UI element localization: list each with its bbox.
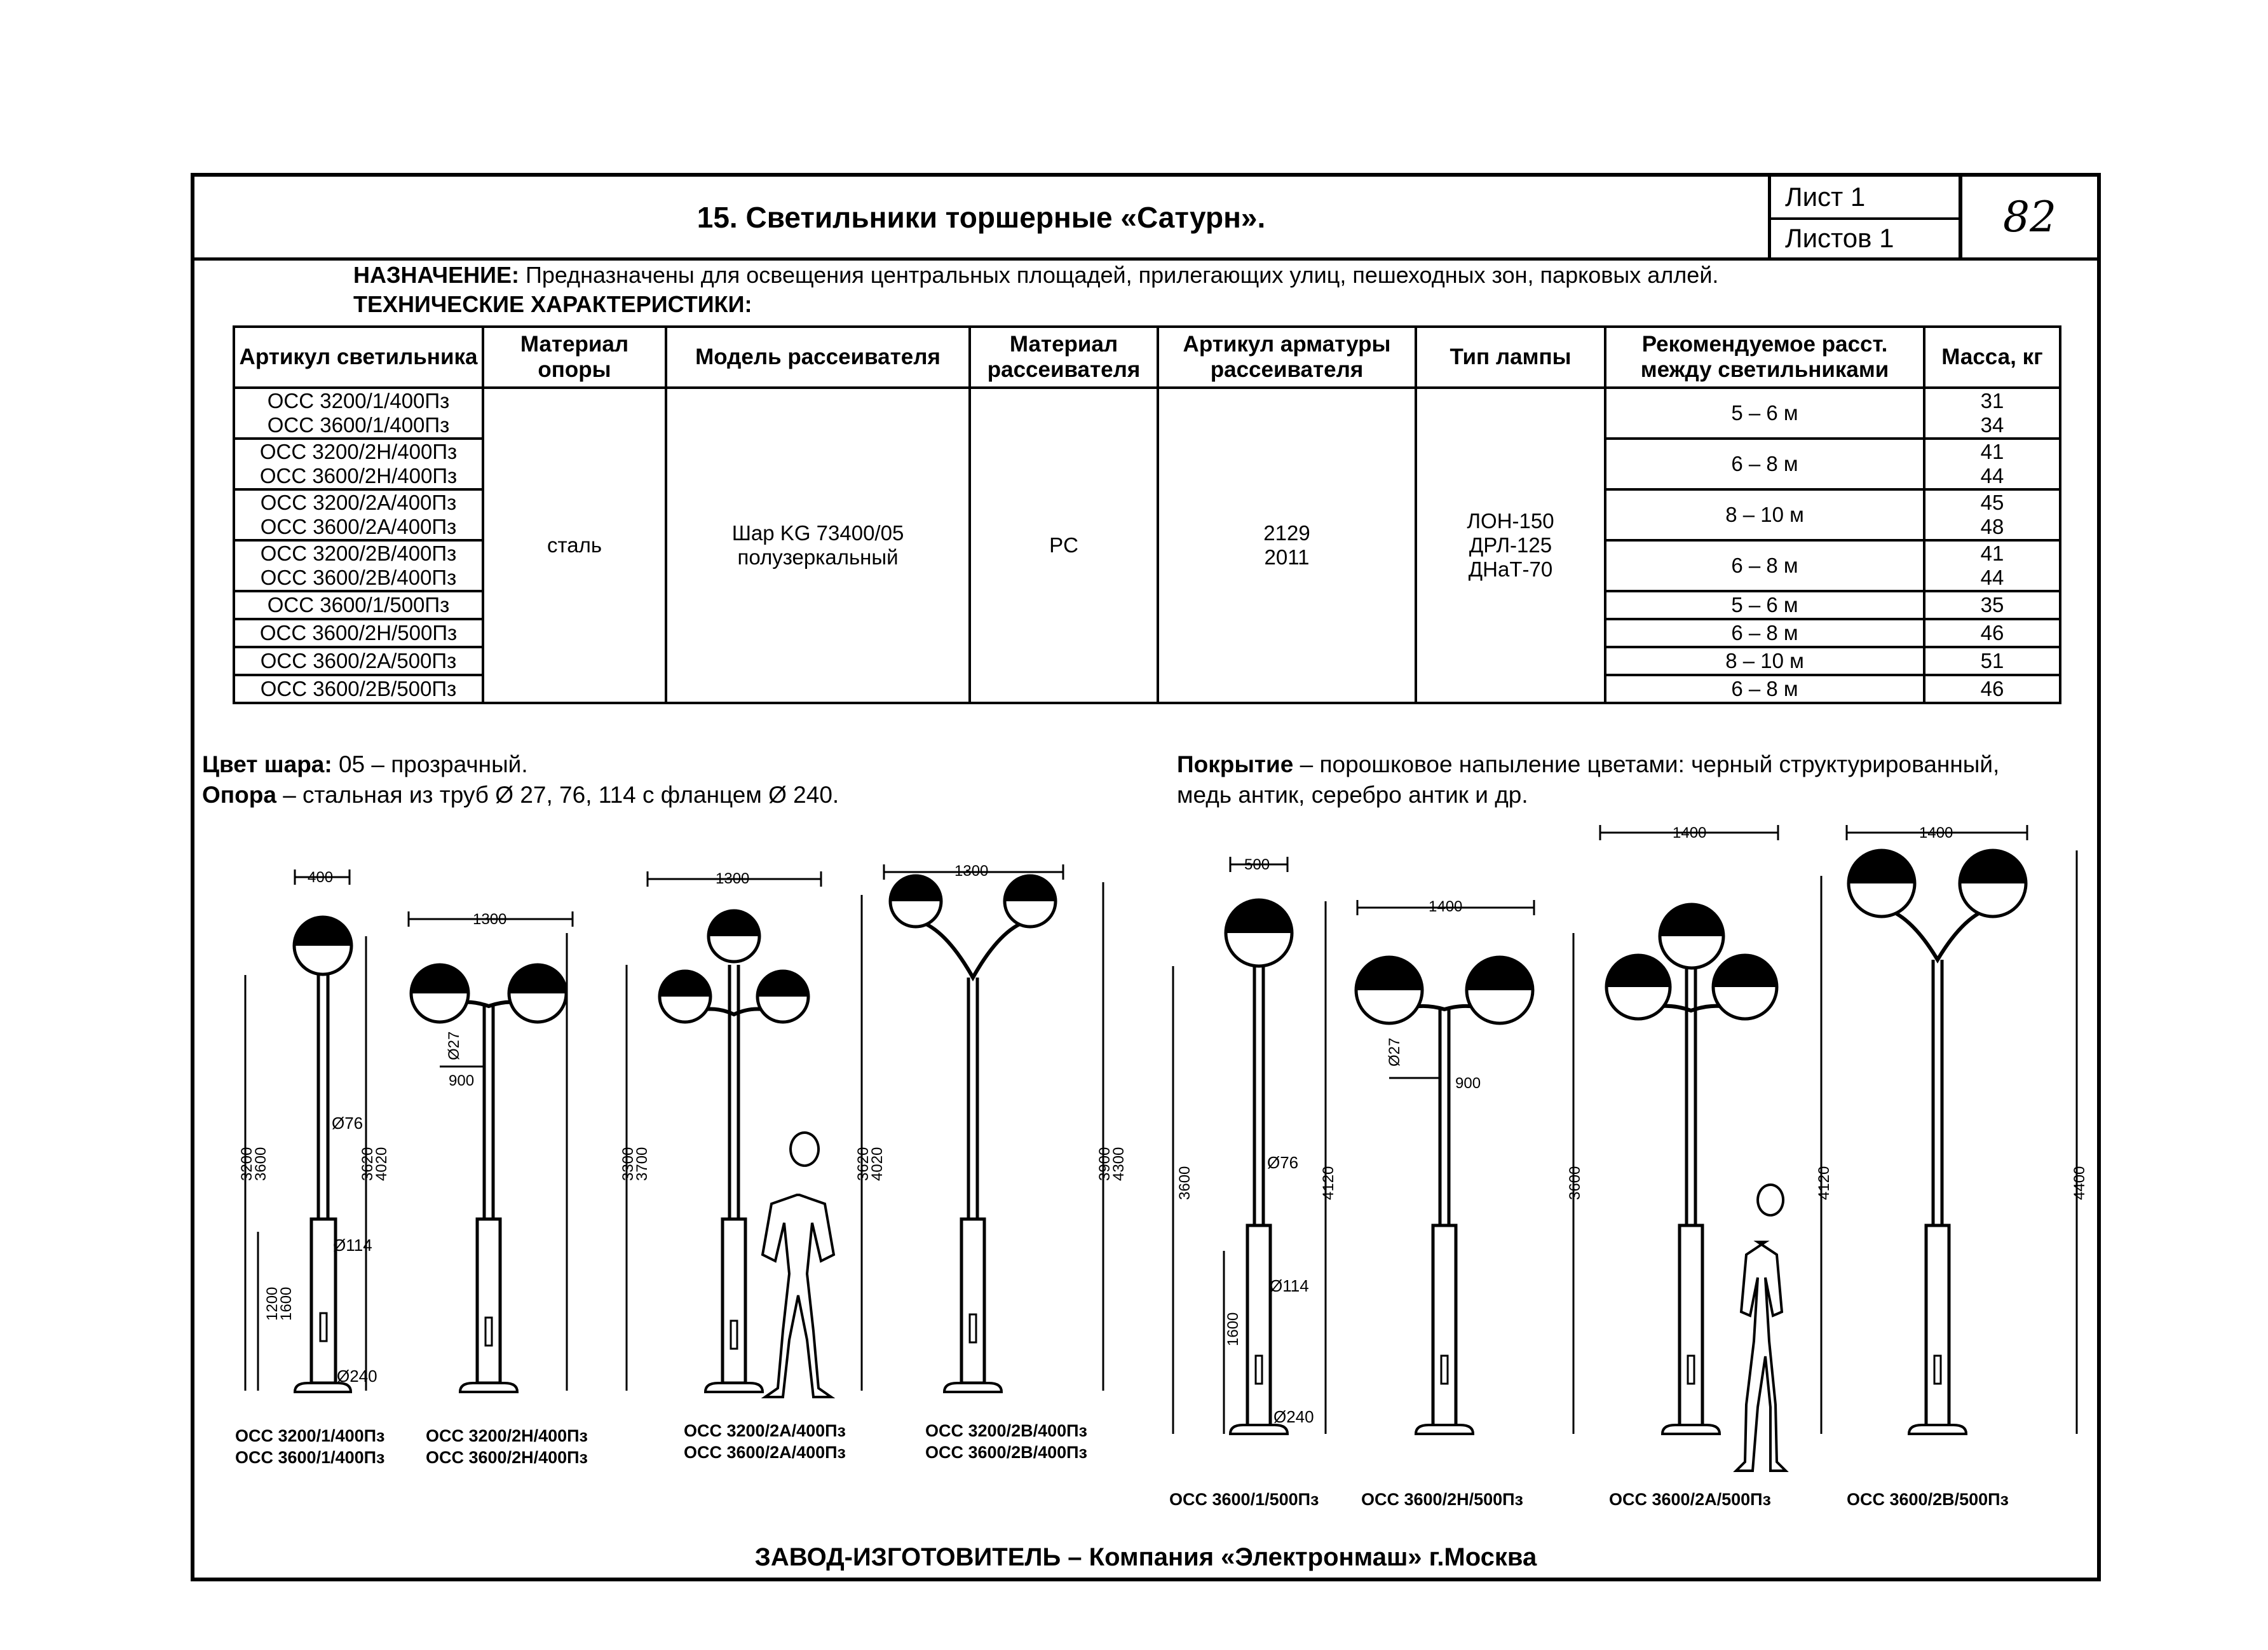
- col-header-distance: Рекомендуемое расст. между светильниками: [1605, 327, 1924, 388]
- article-cell: ОСС 3200/2А/400Пз ОСС 3600/2А/400Пз: [234, 489, 483, 540]
- coating-note: Покрытие – порошковое напыление цветами: черный структурированный,: [1177, 751, 2000, 777]
- distance-cell: 6 – 8 м: [1605, 540, 1924, 591]
- mass-cell: 41 44: [1924, 540, 2060, 591]
- article-cell: ОСС 3600/2Н/500Пз: [234, 619, 483, 647]
- svg-text:1300: 1300: [954, 862, 989, 880]
- distance-cell: 6 – 8 м: [1605, 619, 1924, 647]
- col-header-mass: Масса, кг: [1924, 327, 2060, 388]
- svg-text:3600: 3600: [252, 1147, 269, 1181]
- sheets-total-label: Листов 1: [1771, 217, 1959, 258]
- svg-text:900: 900: [1455, 1075, 1481, 1092]
- distance-cell: 6 – 8 м: [1605, 439, 1924, 489]
- mass-cell: 41 44: [1924, 439, 2060, 489]
- col-header-diffuser-material: Материал рассеивателя: [970, 327, 1158, 388]
- ball-color-note: Цвет шара: 05 – прозрачный.: [202, 751, 528, 777]
- svg-text:1400: 1400: [1919, 824, 1953, 842]
- article-cell: ОСС 3200/2Н/400Пз ОСС 3600/2Н/400Пз: [234, 439, 483, 489]
- article-cell: ОСС 3600/2В/500Пз: [234, 675, 483, 703]
- lamp-caption: ОСС 3600/1/400Пз: [235, 1448, 385, 1467]
- lamp-drawing-8: [1847, 824, 2088, 1509]
- col-header-diffuser-model: Модель рассеивателя: [666, 327, 970, 388]
- svg-text:Ø76: Ø76: [1267, 1153, 1299, 1172]
- svg-text:1400: 1400: [1429, 898, 1463, 915]
- lamp-caption: ОСС 3600/2Н/400Пз: [426, 1448, 588, 1467]
- svg-text:3600: 3600: [1176, 1166, 1193, 1200]
- lamp-drawing-7: [1600, 824, 1833, 1509]
- distance-cell: 8 – 10 м: [1605, 489, 1924, 540]
- mass-cell: 35: [1924, 591, 2060, 619]
- lamp-caption: ОСС 3600/2Н/500Пз: [1361, 1490, 1523, 1509]
- lamp-caption: ОСС 3600/2В/500Пз: [1847, 1490, 2009, 1509]
- svg-text:3600: 3600: [1566, 1166, 1584, 1200]
- lamp-drawing-4: [884, 862, 1127, 1462]
- lamp-drawing-5: [1169, 856, 1337, 1509]
- diffuser-model-cell: Шар KG 73400/05 полузеркальный: [666, 388, 970, 703]
- mass-cell: 51: [1924, 647, 2060, 675]
- svg-text:500: 500: [1244, 856, 1270, 873]
- svg-text:3620: 3620: [359, 1147, 376, 1181]
- lamp-caption: ОСС 3200/2Н/400Пз: [426, 1426, 588, 1445]
- distance-cell: 5 – 6 м: [1605, 591, 1924, 619]
- support-material-cell: сталь: [483, 388, 666, 703]
- page-title: 15. Светильники торшерные «Сатурн».: [696, 200, 1266, 234]
- svg-text:1300: 1300: [473, 911, 507, 928]
- svg-text:1600: 1600: [1225, 1312, 1242, 1346]
- svg-text:3900: 3900: [1096, 1147, 1113, 1181]
- article-cell: ОСС 3200/1/400Пз ОСС 3600/1/400Пз: [234, 388, 483, 439]
- mass-cell: 46: [1924, 619, 2060, 647]
- article-cell: ОСС 3200/2В/400Пз ОСС 3600/2В/400Пз: [234, 540, 483, 591]
- svg-text:Ø114: Ø114: [333, 1236, 372, 1255]
- svg-text:Ø114: Ø114: [1270, 1276, 1309, 1295]
- tech-heading: ТЕХНИЧЕСКИЕ ХАРАКТЕРИСТИКИ:: [353, 291, 752, 317]
- svg-text:Ø240: Ø240: [337, 1367, 377, 1386]
- lamp-drawing-6: [1356, 898, 1584, 1509]
- svg-text:Ø240: Ø240: [1273, 1407, 1314, 1426]
- lamp-drawing-3: [620, 870, 886, 1462]
- svg-text:Ø27: Ø27: [445, 1031, 463, 1060]
- svg-text:3700: 3700: [634, 1147, 651, 1181]
- lamp-caption: ОСС 3600/2А/400Пз: [684, 1443, 846, 1462]
- lamp-type-cell: ЛОН-150 ДРЛ-125 ДНаТ-70: [1416, 388, 1605, 703]
- svg-text:1400: 1400: [1673, 824, 1707, 842]
- svg-text:4120: 4120: [1816, 1166, 1833, 1200]
- mass-cell: 46: [1924, 675, 2060, 703]
- svg-text:1300: 1300: [716, 870, 750, 887]
- distance-cell: 6 – 8 м: [1605, 675, 1924, 703]
- col-header-lamp-type: Тип лампы: [1416, 327, 1605, 388]
- diffuser-material-cell: PC: [970, 388, 1158, 703]
- article-cell: ОСС 3600/2А/500Пз: [234, 647, 483, 675]
- svg-text:4020: 4020: [373, 1147, 390, 1181]
- lamp-caption: ОСС 3200/2В/400Пз: [925, 1421, 1087, 1440]
- col-header-support-material: Материал опоры: [483, 327, 666, 388]
- distance-cell: 8 – 10 м: [1605, 647, 1924, 675]
- lamp-drawing-1: [235, 869, 390, 1467]
- dim-width: 400: [308, 869, 334, 886]
- lamp-drawing-2: [409, 911, 588, 1467]
- luminaire-drawings: [194, 177, 2097, 1578]
- svg-text:4020: 4020: [869, 1147, 886, 1181]
- svg-text:4300: 4300: [1110, 1147, 1127, 1181]
- svg-text:Ø27: Ø27: [1386, 1037, 1403, 1067]
- page-number: 82: [1959, 177, 2097, 257]
- svg-text:4400: 4400: [2071, 1166, 2088, 1200]
- lamp-caption: ОСС 3600/2В/400Пз: [925, 1443, 1087, 1462]
- distance-cell: 5 – 6 м: [1605, 388, 1924, 439]
- lamp-caption: ОСС 3600/1/500Пз: [1169, 1490, 1319, 1509]
- svg-text:Ø76: Ø76: [332, 1114, 363, 1133]
- manufacturer-line: ЗАВОД-ИЗГОТОВИТЕЛЬ – Компания «Электронмаш» г.Москва: [754, 1543, 1537, 1571]
- document-frame: [191, 173, 2101, 1581]
- support-note: Опора – стальная из труб Ø 27, 76, 114 с фланцем Ø 240.: [202, 782, 839, 808]
- col-header-fitting-article: Артикул арматуры рассеивателя: [1158, 327, 1416, 388]
- lamp-caption: ОСС 3200/2А/400Пз: [684, 1421, 846, 1440]
- coating-note-continued: медь антик, серебро антик и др.: [1177, 782, 1528, 808]
- svg-text:1200: 1200: [264, 1286, 281, 1321]
- article-cell: ОСС 3600/1/500Пз: [234, 591, 483, 619]
- svg-text:4120: 4120: [1320, 1166, 1337, 1200]
- svg-text:900: 900: [449, 1072, 475, 1089]
- mass-cell: 45 48: [1924, 489, 2060, 540]
- svg-text:1600: 1600: [278, 1286, 295, 1321]
- sheet-label: Лист 1: [1785, 181, 1866, 212]
- purpose-text: Предназначены для освещения центральных площадей, прилегающих улиц, пешеходных зон, парковых аллей.: [519, 262, 1719, 288]
- svg-text:3300: 3300: [620, 1147, 637, 1181]
- col-header-article: Артикул светильника: [234, 327, 483, 388]
- svg-text:3620: 3620: [855, 1147, 872, 1181]
- svg-text:3200: 3200: [238, 1147, 255, 1181]
- lamp-caption: ОСС 3200/1/400Пз: [235, 1426, 385, 1445]
- fitting-article-cell: 2129 2011: [1158, 388, 1416, 703]
- lamp-caption: ОСС 3600/2А/500Пз: [1609, 1490, 1771, 1509]
- mass-cell: 31 34: [1924, 388, 2060, 439]
- purpose-label: НАЗНАЧЕНИЕ:: [353, 262, 519, 288]
